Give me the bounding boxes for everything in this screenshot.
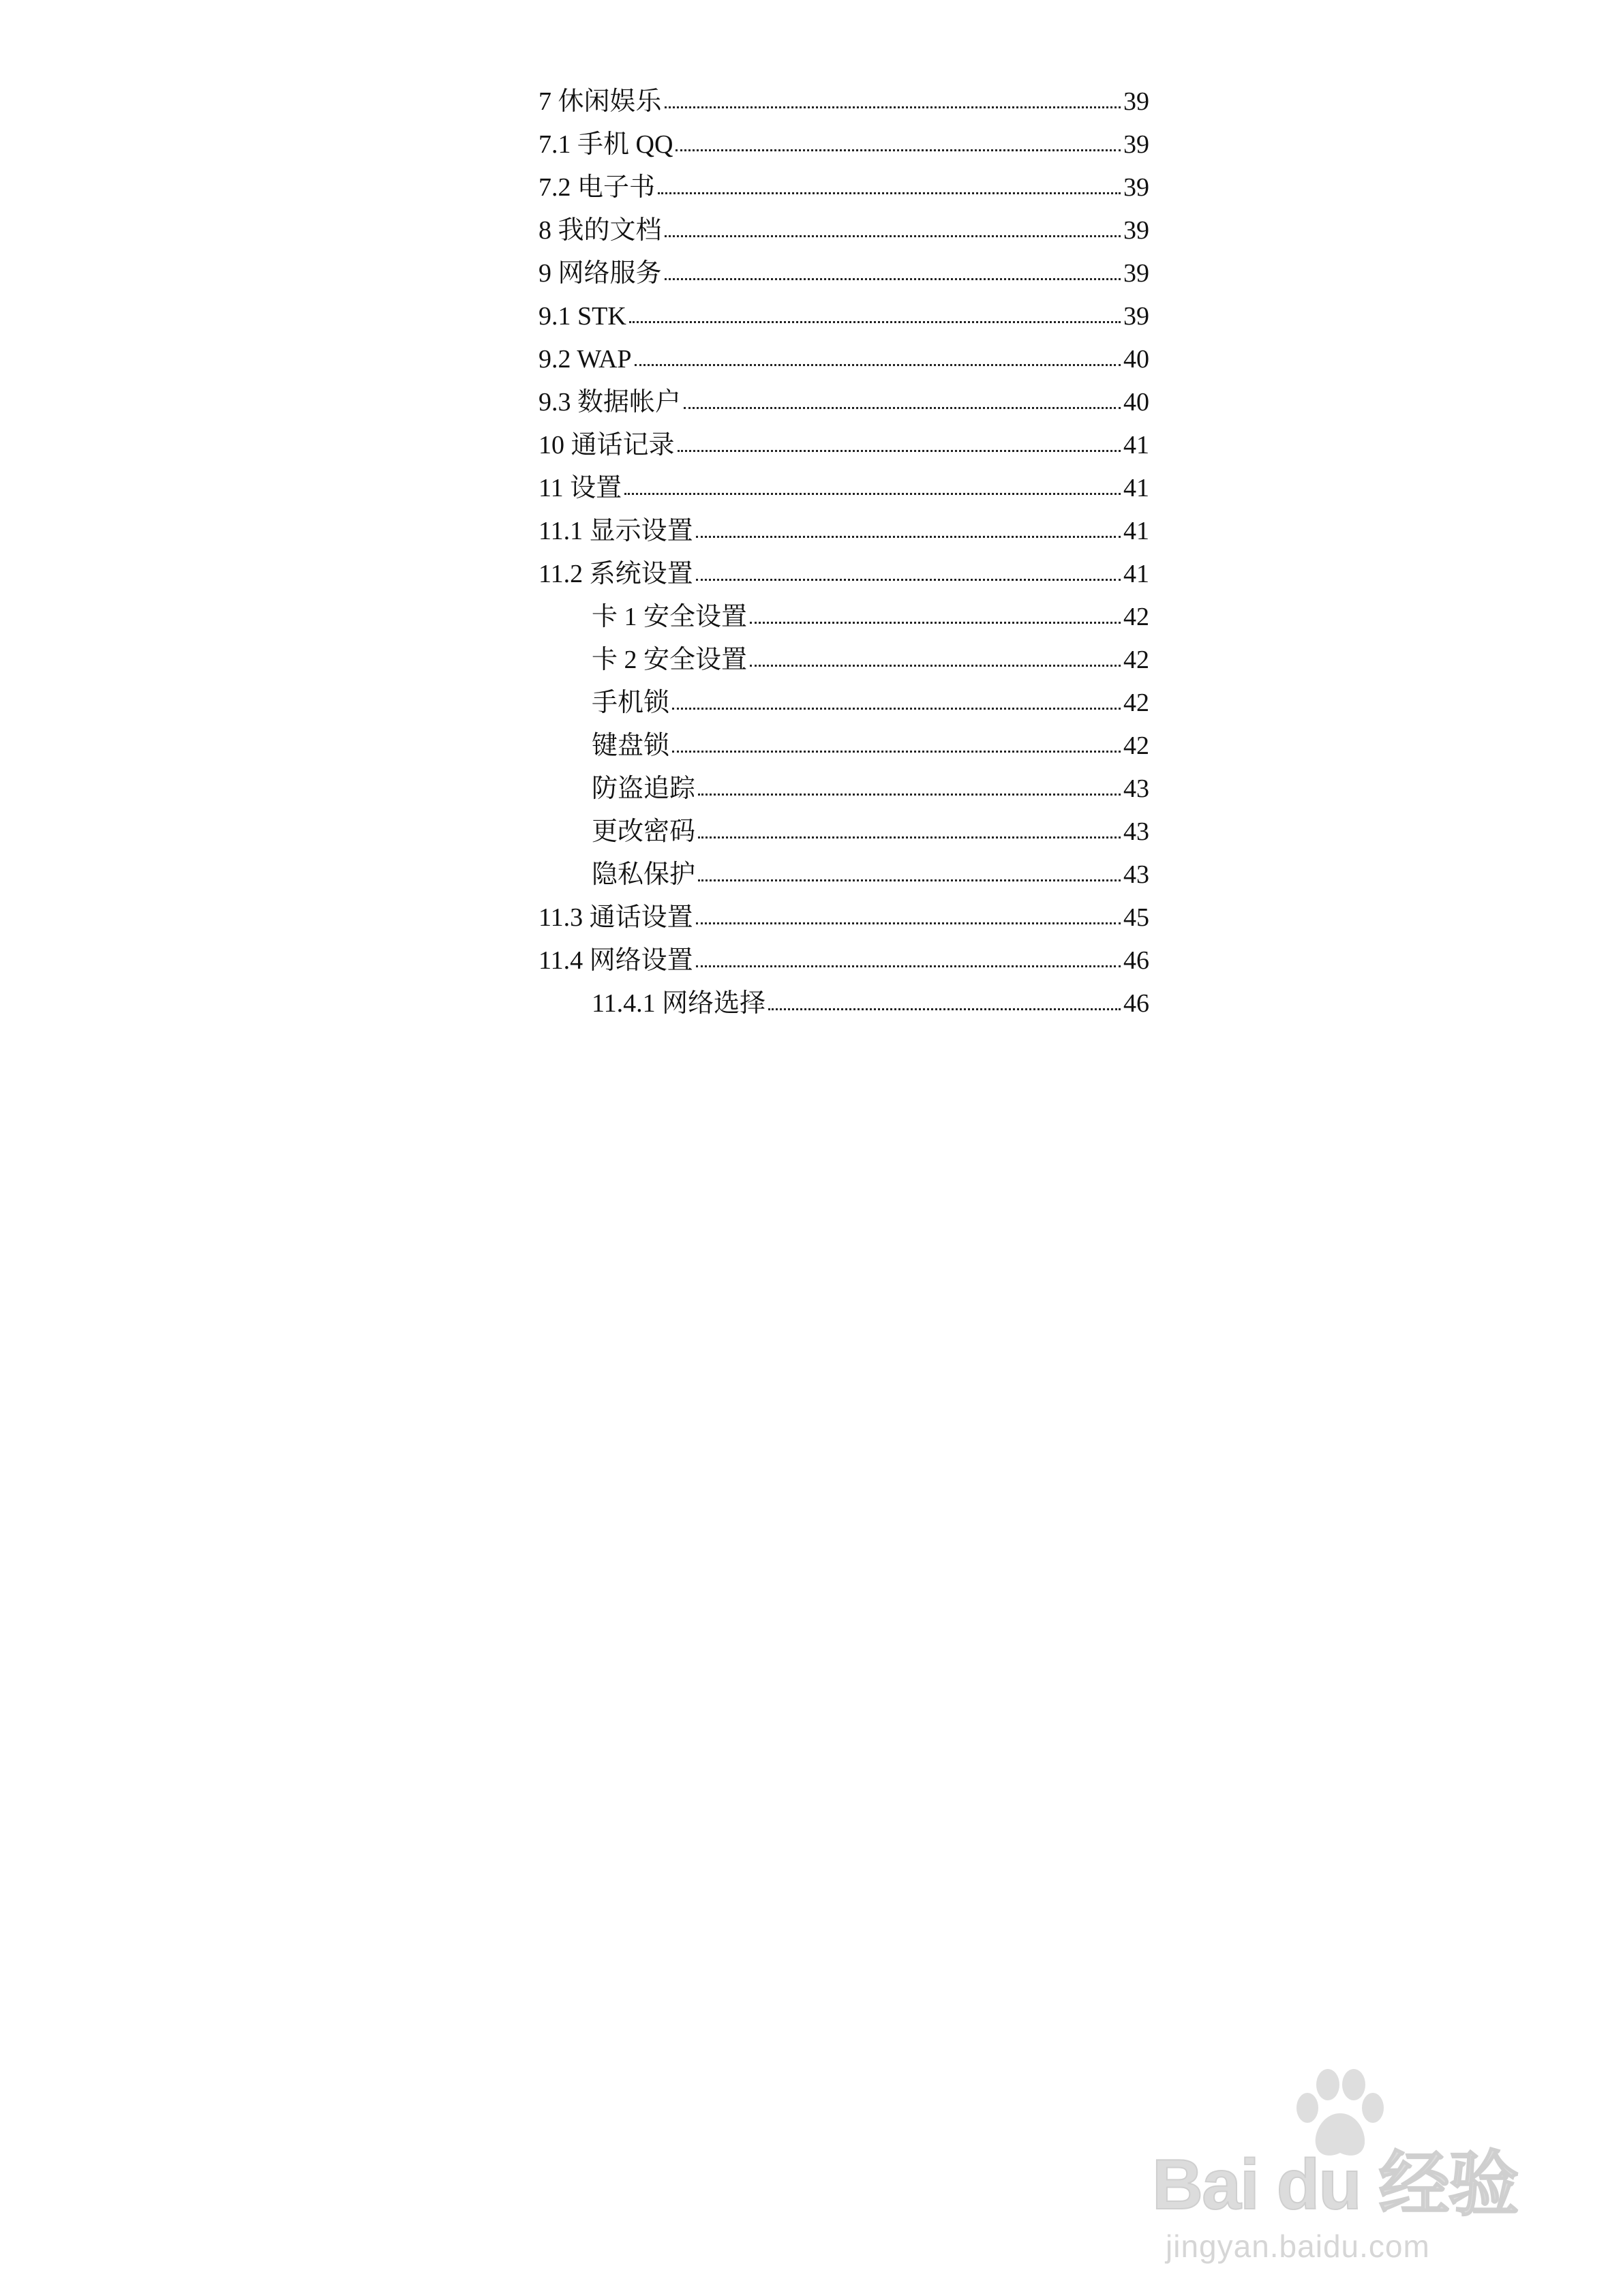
toc-entry-label: 7 休闲娱乐: [539, 87, 662, 116]
dot-leader: [750, 622, 1121, 624]
toc-entry-page: 41: [1123, 517, 1149, 545]
toc-entry: [539, 596, 1149, 639]
toc-entry-page: 42: [1123, 689, 1149, 717]
toc-entry-label: 11.4.1 网络选择: [592, 989, 766, 1018]
toc-entry: [539, 854, 1149, 896]
toc-entry-label: 11.4 网络设置: [539, 946, 693, 975]
toc-entry: [539, 725, 1149, 768]
toc-entry-page: 45: [1123, 903, 1149, 932]
dot-leader: [698, 879, 1121, 881]
toc-entry: [539, 553, 1149, 596]
toc-entry: [539, 768, 1149, 811]
toc-entry-page: 42: [1123, 646, 1149, 674]
toc-entry-page: 42: [1123, 603, 1149, 631]
table-of-contents: [539, 80, 1149, 1025]
dot-leader: [678, 450, 1121, 452]
toc-entry-page: 43: [1123, 774, 1149, 803]
baidu-jingyan-watermark: [1152, 2066, 1534, 2263]
toc-entry-label: 11.2 系统设置: [539, 560, 693, 588]
dot-leader: [676, 149, 1121, 151]
toc-entry: [539, 381, 1149, 424]
dot-leader: [665, 106, 1121, 108]
toc-entry-label: 10 通话记录: [539, 431, 675, 459]
toc-entry: [539, 295, 1149, 338]
toc-entry: [539, 939, 1149, 982]
toc-entry-page: 46: [1123, 946, 1149, 975]
dot-leader: [635, 364, 1121, 366]
dot-leader: [696, 536, 1121, 538]
toc-entry: [539, 639, 1149, 682]
toc-entry: [539, 811, 1149, 854]
dot-leader: [624, 493, 1121, 495]
toc-entry-label: 手机锁: [592, 689, 670, 717]
toc-entry-page: 41: [1123, 431, 1149, 459]
toc-entry-label: 11.1 显示设置: [539, 517, 693, 545]
dot-leader: [698, 794, 1121, 796]
toc-entry-page: 39: [1123, 216, 1149, 245]
dot-leader: [696, 579, 1121, 581]
toc-entry-page: 39: [1123, 173, 1149, 202]
dot-leader: [672, 751, 1121, 753]
toc-entry: [539, 982, 1149, 1025]
toc-entry-label: 11 设置: [539, 474, 622, 502]
toc-entry: [539, 252, 1149, 295]
toc-entry-label: 更改密码: [592, 817, 696, 846]
toc-entry: [539, 510, 1149, 553]
toc-entry: [539, 338, 1149, 381]
toc-entry-page: 43: [1123, 860, 1149, 889]
toc-entry-label: 9.1 STK: [539, 302, 626, 331]
toc-entry-page: 41: [1123, 474, 1149, 502]
watermark-brand: Bai du 经验: [1152, 2145, 1518, 2224]
toc-entry-label: 9.2 WAP: [539, 345, 632, 374]
toc-entry-label: 卡 1 安全设置: [592, 603, 748, 631]
toc-entry: [539, 467, 1149, 510]
dot-leader: [698, 836, 1121, 839]
dot-leader: [672, 708, 1121, 710]
dot-leader: [665, 235, 1121, 237]
dot-leader: [684, 407, 1121, 409]
watermark-url: jingyan.baidu.com: [1166, 2229, 1430, 2264]
toc-entry-page: 40: [1123, 388, 1149, 417]
toc-entry-label: 卡 2 安全设置: [592, 646, 748, 674]
toc-entry: [539, 166, 1149, 209]
toc-entry-label: 7.2 电子书: [539, 173, 656, 202]
dot-leader: [750, 665, 1121, 667]
toc-entry-label: 隐私保护: [592, 860, 696, 889]
toc-entry-page: 40: [1123, 345, 1149, 374]
toc-entry-page: 39: [1123, 259, 1149, 288]
dot-leader: [665, 278, 1121, 280]
toc-entry-label: 9.3 数据帐户: [539, 388, 682, 417]
dot-leader: [629, 321, 1121, 323]
toc-entry-page: 42: [1123, 731, 1149, 760]
toc-entry: [539, 682, 1149, 725]
dot-leader: [696, 922, 1121, 924]
toc-entry-page: 43: [1123, 817, 1149, 846]
toc-entry-page: 39: [1123, 302, 1149, 331]
toc-entry-label: 7.1 手机 QQ: [539, 130, 673, 159]
toc-entry: [539, 80, 1149, 123]
toc-entry-label: 8 我的文档: [539, 216, 662, 245]
toc-entry-label: 键盘锁: [592, 731, 670, 760]
dot-leader: [658, 192, 1121, 194]
toc-entry-page: 41: [1123, 560, 1149, 588]
toc-entry: [539, 424, 1149, 467]
toc-entry: [539, 209, 1149, 252]
toc-entry-label: 11.3 通话设置: [539, 903, 693, 932]
toc-entry-label: 9 网络服务: [539, 259, 662, 288]
toc-entry: [539, 123, 1149, 166]
toc-entry-page: 39: [1123, 87, 1149, 116]
toc-entry-page: 46: [1123, 989, 1149, 1018]
toc-entry: [539, 896, 1149, 939]
dot-leader: [768, 1008, 1121, 1010]
dot-leader: [696, 965, 1121, 967]
toc-entry-page: 39: [1123, 130, 1149, 159]
toc-entry-label: 防盗追踪: [592, 774, 696, 803]
